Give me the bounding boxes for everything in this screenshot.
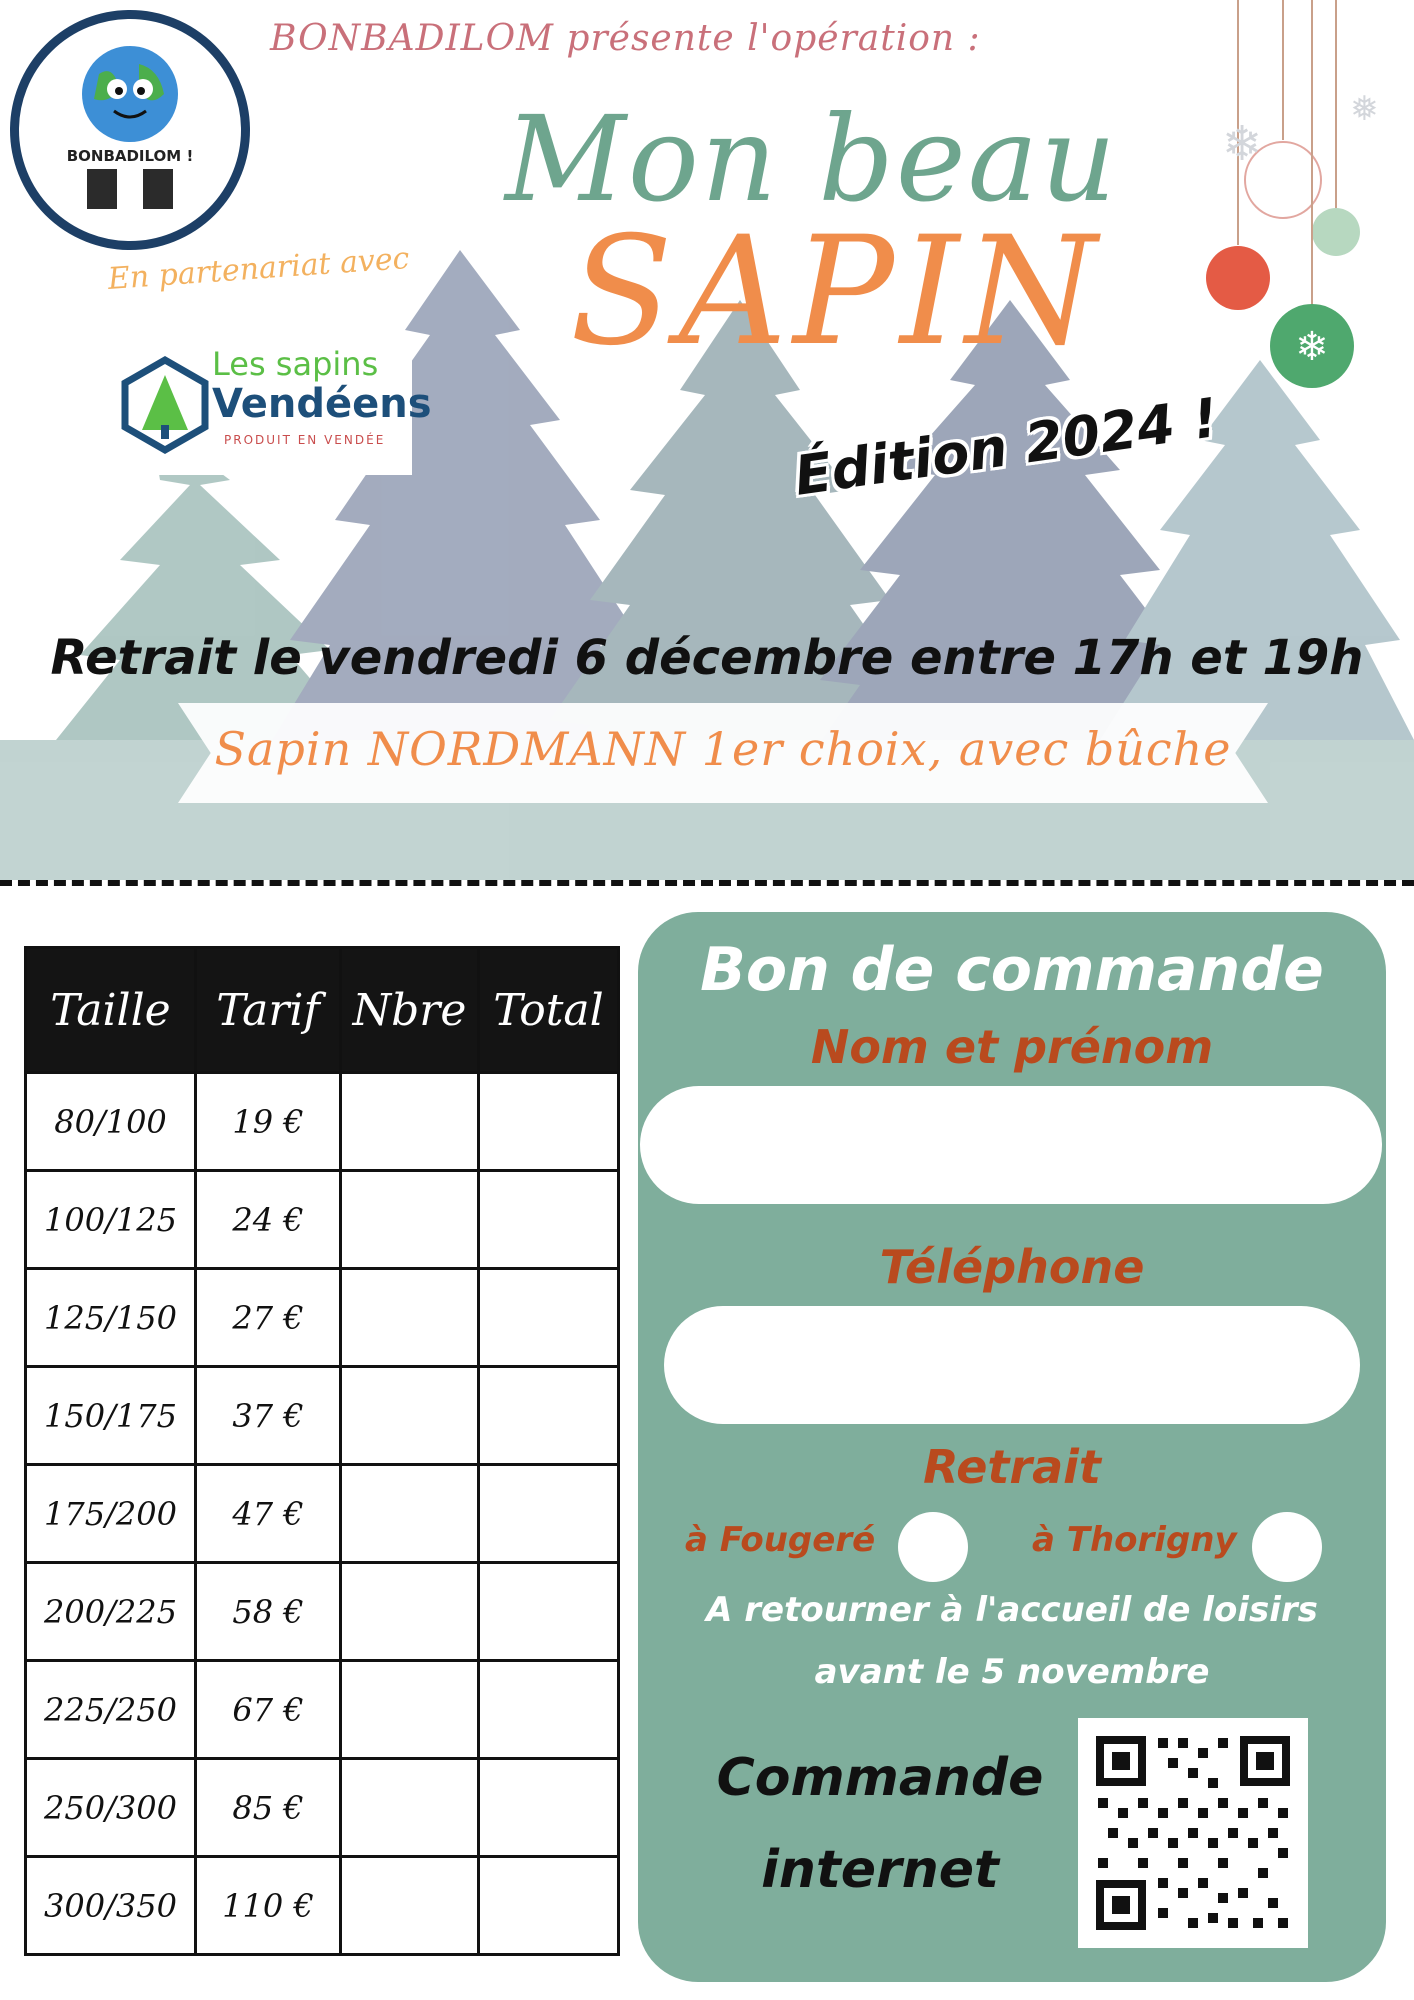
total-cell[interactable] bbox=[479, 1661, 619, 1759]
table-row bbox=[26, 1269, 619, 1367]
total-cell[interactable] bbox=[479, 1367, 619, 1465]
table-row bbox=[26, 1073, 619, 1171]
price-table bbox=[24, 946, 620, 1956]
price-cell: 110 € bbox=[196, 1857, 341, 1955]
total-cell[interactable] bbox=[479, 1171, 619, 1269]
price-cell: 19 € bbox=[196, 1073, 341, 1171]
size-cell: 250/300 bbox=[26, 1759, 196, 1857]
quantity-cell[interactable] bbox=[341, 1269, 479, 1367]
name-input[interactable] bbox=[640, 1086, 1382, 1204]
table-row bbox=[26, 1171, 619, 1269]
fougere-radio[interactable] bbox=[898, 1512, 968, 1582]
price-cell: 24 € bbox=[196, 1171, 341, 1269]
table-row bbox=[26, 1563, 619, 1661]
price-cell: 58 € bbox=[196, 1563, 341, 1661]
partner-logo-line2: Vendéens bbox=[212, 381, 432, 427]
return-instructions-line1: A retourner à l'accueil de loisirs bbox=[706, 1590, 1318, 1630]
title-line2: SAPIN bbox=[570, 205, 1103, 379]
table-row bbox=[26, 1759, 619, 1857]
quantity-cell[interactable] bbox=[341, 1563, 479, 1661]
qr-code-icon bbox=[1078, 1718, 1308, 1948]
quantity-cell[interactable] bbox=[341, 1661, 479, 1759]
total-cell[interactable] bbox=[479, 1269, 619, 1367]
intro-text: BONBADILOM présente l'opération : bbox=[270, 18, 981, 59]
pickup-date-text: Retrait le vendredi 6 décembre entre 17h et 19h bbox=[50, 630, 1364, 686]
size-cell: 150/175 bbox=[26, 1367, 196, 1465]
total-cell[interactable] bbox=[479, 1465, 619, 1563]
quantity-cell[interactable] bbox=[341, 1465, 479, 1563]
column-header-quantity: Nbre bbox=[341, 948, 479, 1073]
online-order-line1: Commande bbox=[716, 1748, 1044, 1808]
table-row bbox=[26, 1367, 619, 1465]
phone-input[interactable] bbox=[664, 1306, 1360, 1424]
cut-line-divider bbox=[0, 880, 1414, 886]
column-header-size: Taille bbox=[26, 948, 196, 1073]
return-instructions-line2: avant le 5 novembre bbox=[814, 1652, 1210, 1692]
size-cell: 200/225 bbox=[26, 1563, 196, 1661]
size-cell: 175/200 bbox=[26, 1465, 196, 1563]
phone-label: Téléphone bbox=[879, 1240, 1145, 1294]
size-cell: 100/125 bbox=[26, 1171, 196, 1269]
bonbadilom-logo-text: BONBADILOM ! bbox=[66, 147, 194, 165]
option-thorigny-label: à Thorigny bbox=[1032, 1520, 1237, 1560]
quantity-cell[interactable] bbox=[341, 1857, 479, 1955]
quantity-cell[interactable] bbox=[341, 1759, 479, 1857]
price-cell: 85 € bbox=[196, 1759, 341, 1857]
quantity-cell[interactable] bbox=[341, 1367, 479, 1465]
total-cell[interactable] bbox=[479, 1759, 619, 1857]
total-cell[interactable] bbox=[479, 1073, 619, 1171]
table-header-row bbox=[26, 948, 619, 1073]
price-cell: 67 € bbox=[196, 1661, 341, 1759]
size-cell: 125/150 bbox=[26, 1269, 196, 1367]
thorigny-radio[interactable] bbox=[1252, 1512, 1322, 1582]
table-row bbox=[26, 1465, 619, 1563]
quantity-cell[interactable] bbox=[341, 1073, 479, 1171]
option-fougere-label: à Fougeré bbox=[685, 1520, 876, 1560]
pickup-label: Retrait bbox=[923, 1440, 1101, 1494]
column-header-total: Total bbox=[479, 948, 619, 1073]
product-banner-text: Sapin NORDMANN 1er choix, avec bûche bbox=[214, 722, 1232, 776]
table-row bbox=[26, 1857, 619, 1955]
ornaments bbox=[1206, 0, 1360, 388]
title-line1: Mon beau bbox=[505, 90, 1119, 228]
partner-logo-line1: Les sapins bbox=[212, 345, 379, 383]
light-green-ornament bbox=[1312, 208, 1360, 256]
price-cell: 27 € bbox=[196, 1269, 341, 1367]
red-ornament bbox=[1206, 246, 1270, 310]
order-form-title: Bon de commande bbox=[700, 935, 1324, 1005]
size-cell: 80/100 bbox=[26, 1073, 196, 1171]
price-cell: 47 € bbox=[196, 1465, 341, 1563]
online-order-line2: internet bbox=[761, 1840, 999, 1900]
quantity-cell[interactable] bbox=[341, 1171, 479, 1269]
sapins-vendeens-logo bbox=[112, 335, 432, 475]
size-cell: 225/250 bbox=[26, 1661, 196, 1759]
snowflake-icon: ❅ bbox=[1350, 89, 1379, 129]
price-cell: 37 € bbox=[196, 1367, 341, 1465]
qr-code[interactable] bbox=[1078, 1718, 1308, 1948]
partner-label: En partenariat avec bbox=[106, 240, 411, 297]
fir-tree-hexagon-icon bbox=[120, 355, 210, 455]
edition-label: Édition 2024 ! bbox=[790, 385, 1222, 508]
total-cell[interactable] bbox=[479, 1563, 619, 1661]
table-row bbox=[26, 1661, 619, 1759]
total-cell[interactable] bbox=[479, 1857, 619, 1955]
name-label: Nom et prénom bbox=[810, 1020, 1214, 1074]
partner-logo-tagline: PRODUIT EN VENDÉE bbox=[224, 433, 386, 447]
column-header-price: Tarif bbox=[196, 948, 341, 1073]
svg-text:❄: ❄ bbox=[1295, 324, 1329, 370]
size-cell: 300/350 bbox=[26, 1857, 196, 1955]
snowflake-icon: ❄ bbox=[1222, 116, 1263, 172]
globe-mascot-icon bbox=[19, 19, 241, 241]
bonbadilom-logo bbox=[10, 10, 250, 250]
